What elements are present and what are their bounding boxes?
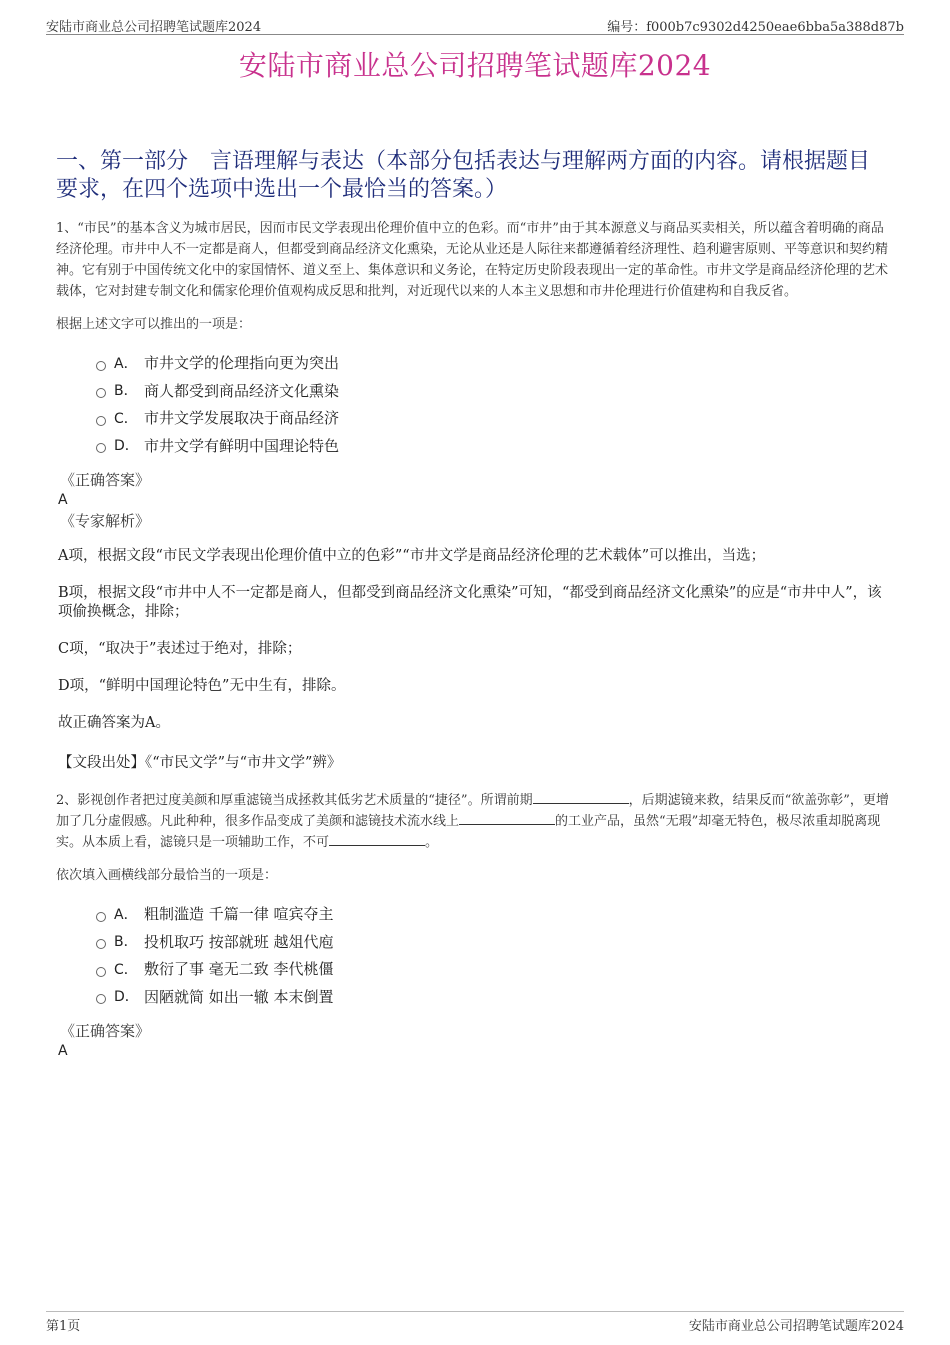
option-text: 市井文学的伦理指向更为突出 [144, 354, 340, 373]
option-letter: C． [114, 410, 138, 427]
question-2-options [96, 900, 895, 1010]
analysis-item: B项，根据文段“市井中人不一定都是商人，但都受到商品经济文化熏染”可知，“都受到商品经济文化熏染”的应是“市井中人”，该项偷换概念，排除； [58, 585, 882, 620]
page-number: 第1页 [46, 1319, 81, 1334]
fill-blank-1 [533, 791, 629, 804]
radio-icon[interactable] [96, 939, 106, 949]
section-heading: 一、第一部分 言语理解与表达（本部分包括表达与理解两方面的内容。请根据题目要求，在四个选项中选出一个最恰当的答案。） [56, 149, 871, 202]
radio-icon[interactable] [96, 361, 106, 371]
document-title: 安陆市商业总公司招聘笔试题库2024 [238, 49, 712, 82]
header-doc-id: 编号：f000b7c9302d4250eae6bba5a388d87b [607, 20, 904, 35]
question-1-text: 1、“市民”的基本含义为城市居民，因而市民文学表现出伦理价值中立的色彩。而“市井”由于其本源意义与商品买卖相关，所以蕴含着明确的商品经济伦理。市井中人不一定都是商人，但都受到商品经济文化熏染，无论从业还是人际往来都遵循着经济理性、趋利避害原则、平等意识和契约精神。它有别于中国传统文化中的家国情怀、道义至上、集体意识和义务论，在特定历史阶段表现出一定的革命性。市井文学是商品经济伦理的艺术载体，它对封建专制文化和儒家伦理价值观构成反思和批判，对近现代以来的人本主义思想和市井伦理进行价值建构和自我反省。 [56, 221, 889, 299]
option-text: 敷衍了事 毫无二致 李代桃僵 [144, 960, 334, 979]
radio-icon[interactable] [96, 994, 106, 1004]
option-text: 粗制滥造 千篇一律 喧宾夺主 [144, 905, 334, 924]
option-letter: D． [114, 438, 139, 455]
question-2-answer-label: 《正确答案》 [60, 1022, 151, 1040]
option-letter: B． [114, 383, 138, 400]
question-2-option-a[interactable] [96, 900, 895, 928]
question-1-option-a[interactable] [96, 349, 895, 377]
question-1-answer-label: 《正确答案》 [60, 471, 151, 489]
analysis-item: D项，“鲜明中国理论特色”无中生有，排除。 [58, 678, 346, 694]
fill-blank-2 [459, 812, 555, 825]
option-letter: A． [114, 355, 138, 372]
page-header [46, 14, 904, 35]
option-text: 市井文学发展取决于商品经济 [144, 409, 340, 428]
header-doc-title: 安陆市商业总公司招聘笔试题库2024 [46, 20, 262, 35]
question-1-source: 【文段出处】《“市民文学”与“市井文学”辨》 [58, 755, 342, 771]
question-2-option-c[interactable] [96, 955, 895, 983]
question-1-prompt: 根据上述文字可以推出的一项是： [56, 317, 252, 332]
fill-blank-3 [329, 833, 425, 846]
option-text: 因陋就简 如出一辙 本末倒置 [144, 987, 334, 1006]
question-2-text-part: 。 [425, 835, 439, 850]
question-1-answer: A [58, 492, 68, 508]
radio-icon[interactable] [96, 416, 106, 426]
radio-icon[interactable] [96, 967, 106, 977]
radio-icon[interactable] [96, 443, 106, 453]
question-1-options [96, 349, 895, 459]
option-letter: A． [114, 906, 138, 923]
option-text: 商人都受到商品经济文化熏染 [144, 381, 340, 400]
question-1-option-c[interactable] [96, 404, 895, 432]
question-content [56, 218, 895, 1059]
question-2-prompt: 依次填入画横线部分最恰当的一项是： [56, 868, 278, 883]
option-text: 市井文学有鲜明中国理论特色 [144, 436, 340, 455]
footer-doc-title: 安陆市商业总公司招聘笔试题库2024 [688, 1319, 904, 1334]
option-letter: C． [114, 961, 138, 978]
question-2-option-b[interactable] [96, 928, 895, 956]
question-2-text-part: 2、影视创作者把过度美颜和厚重滤镜当成拯救其低劣艺术质量的“捷径”。所谓前期 [56, 793, 533, 808]
question-2-text-part: ，后期滤镜来救，结果反而“欲盖弥彰”，更增加了几分虚假感。凡此种种，很多作品变成了美颜和滤镜技术流水线上 [56, 793, 889, 829]
radio-icon[interactable] [96, 912, 106, 922]
option-text: 投机取巧 按部就班 越俎代庖 [144, 932, 334, 951]
option-letter: B． [114, 934, 138, 951]
question-2-answer: A [58, 1043, 68, 1059]
question-1-analysis [58, 547, 895, 733]
page-footer [46, 1311, 904, 1334]
analysis-conclusion: 故正确答案为A。 [58, 715, 170, 731]
question-1-expert-label: 《专家解析》 [60, 512, 151, 530]
question-2-text-part: 的工业产品，虽然“无瑕”却毫无特色，极尽浓重却脱离现实。从本质上看，滤镜只是一项辅助工作，不可 [56, 814, 881, 850]
analysis-item: A项，根据文段“市民文学表现出伦理价值中立的色彩”“市井文学是商品经济伦理的艺术载体”可以推出，当选； [58, 548, 766, 564]
question-2-text [56, 790, 895, 853]
question-2-option-d[interactable] [96, 983, 895, 1011]
radio-icon[interactable] [96, 388, 106, 398]
option-letter: D． [114, 989, 139, 1006]
question-1-option-d[interactable] [96, 432, 895, 460]
question-1-option-b[interactable] [96, 377, 895, 405]
analysis-item: C项，“取决于”表述过于绝对，排除； [58, 641, 302, 657]
